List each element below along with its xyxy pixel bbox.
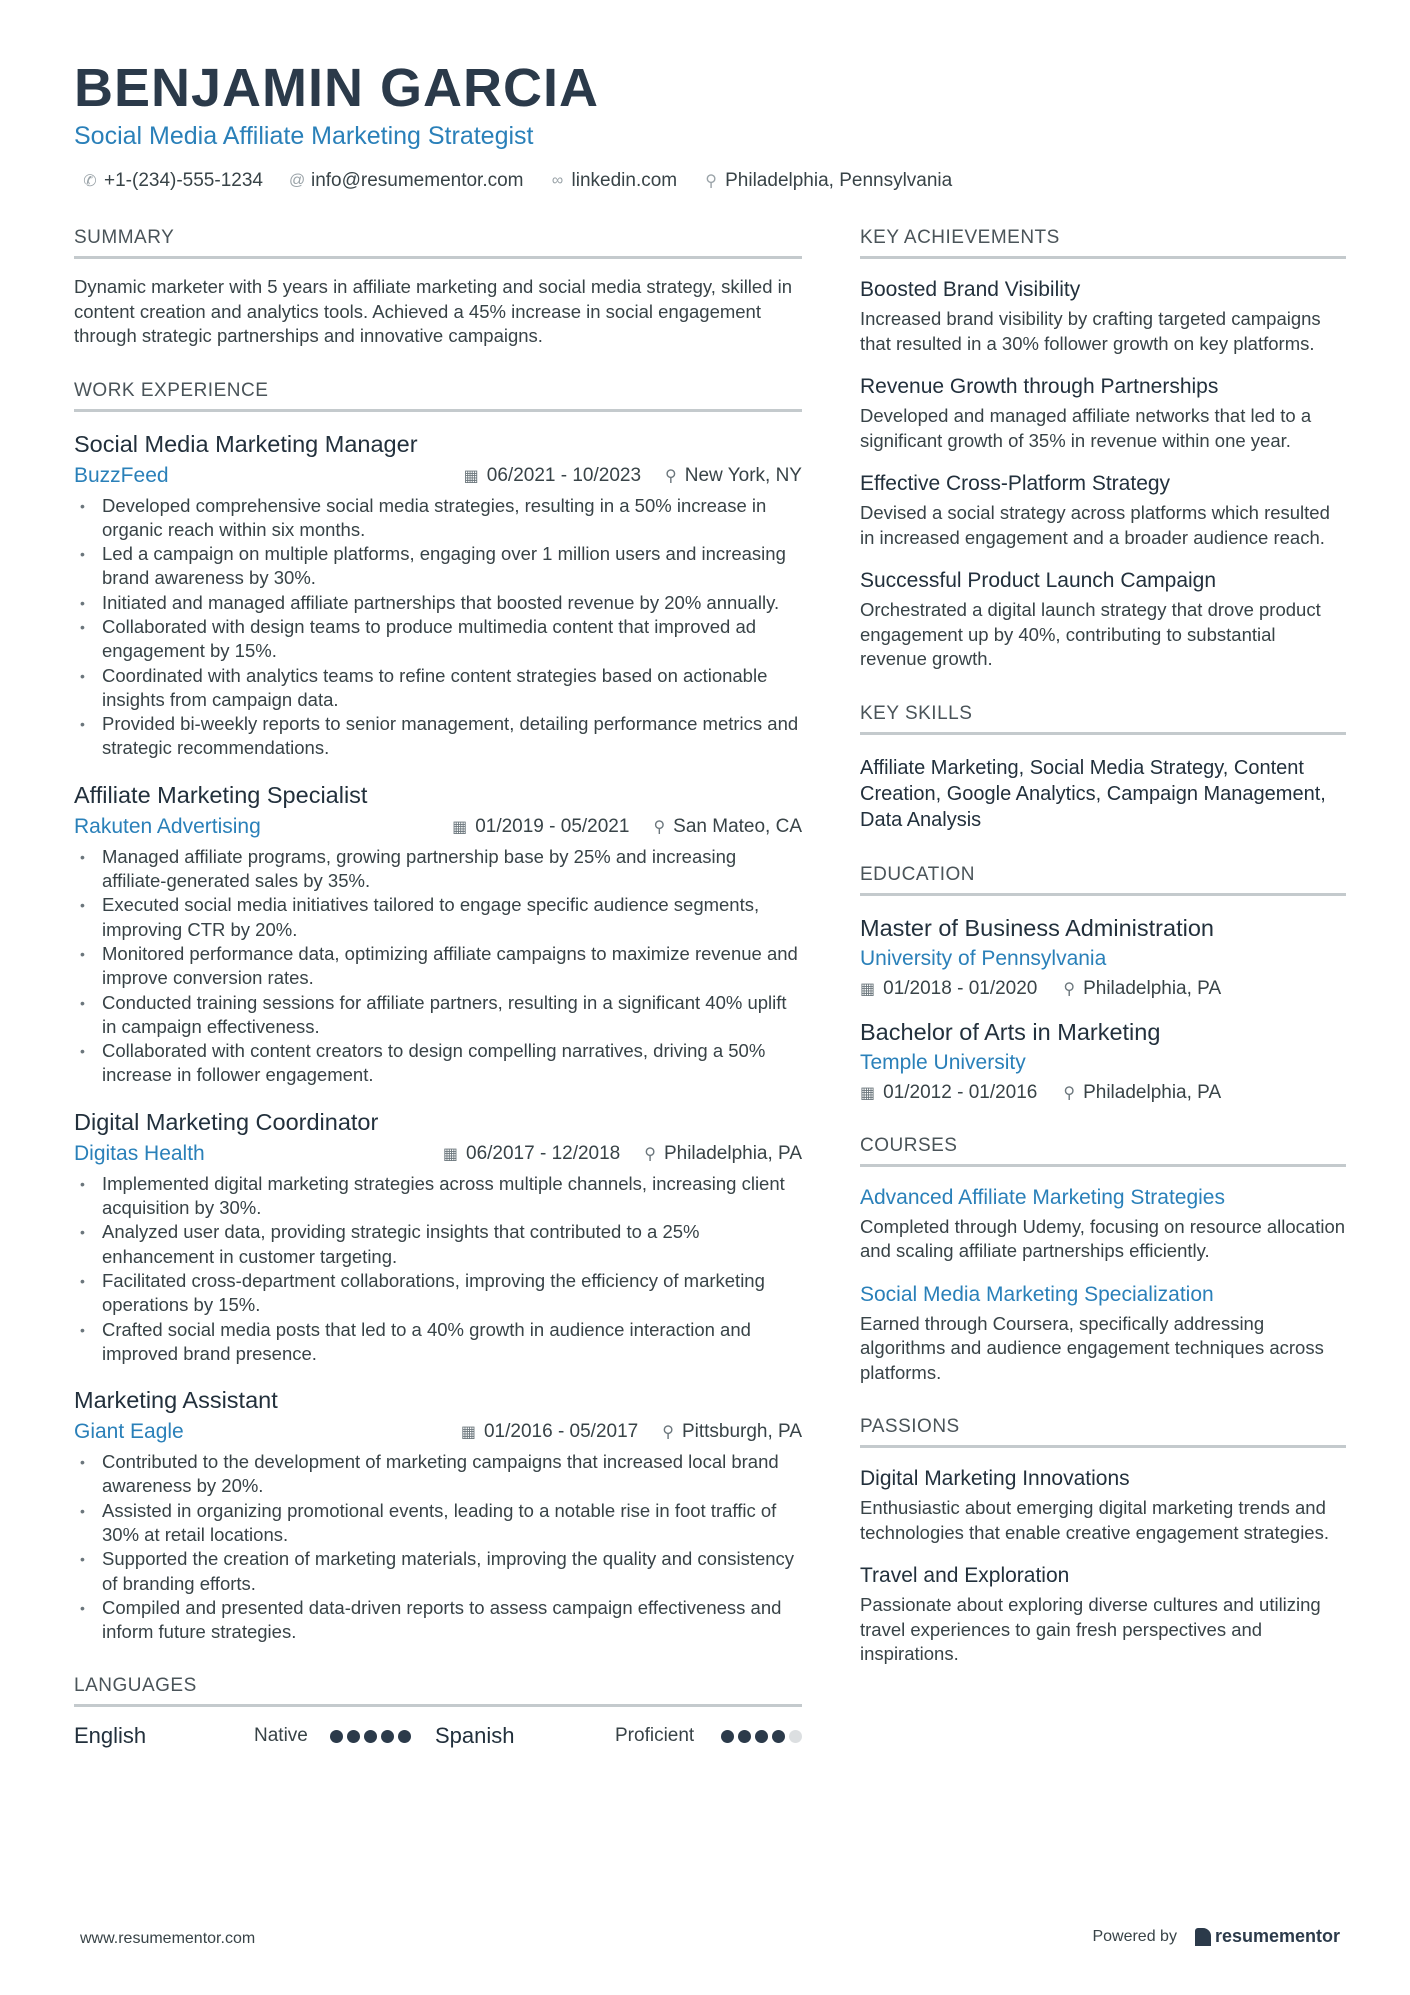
job-dates-text: 06/2021 - 10/2023	[486, 464, 642, 486]
achievement-title: Successful Product Launch Campaign	[860, 569, 1217, 592]
job-role: Affiliate Marketing Specialist	[74, 781, 368, 808]
location-pin-icon: ⚲	[705, 173, 717, 190]
job-dates-text: 06/2017 - 12/2018	[466, 1142, 621, 1164]
education-location	[1063, 1082, 1221, 1104]
job-meta	[74, 462, 802, 490]
education-dates	[860, 1082, 1037, 1104]
contact-bar	[74, 170, 1344, 192]
section-heading: EDUCATION	[860, 863, 1346, 896]
list-item: • Contributed to the development of marketing campaigns that increased local brand awareness by 20%.	[74, 1450, 802, 1499]
achievement-text: Orchestrated a digital launch strategy that drove product engagement up by 40%, contributing to substantial revenue growth.	[860, 599, 1321, 669]
job-role: Social Media Marketing Manager	[74, 430, 418, 457]
location-pin-icon: ⚲	[1063, 980, 1076, 998]
achievement-item	[860, 372, 1346, 453]
contact-email[interactable]	[289, 170, 524, 192]
job-location-text: Pittsburgh, PA	[681, 1421, 802, 1443]
location-text: Philadelphia, Pennsylvania	[725, 170, 953, 191]
list-item: • Collaborated with design teams to produce multimedia content that improved ad engagement by 15%.	[74, 615, 802, 664]
contact-phone[interactable]	[82, 170, 263, 192]
proficiency-dot-filled	[738, 1730, 751, 1743]
section-heading: SUMMARY	[74, 226, 802, 259]
proficiency-dot-filled	[755, 1730, 768, 1743]
achievement-item	[860, 469, 1346, 550]
right-column	[860, 226, 1346, 1697]
languages-section	[74, 1674, 802, 1749]
education-location-text: Philadelphia, PA	[1083, 1081, 1222, 1103]
education-item	[860, 1016, 1346, 1104]
job-meta	[74, 1140, 802, 1168]
education-dates	[860, 978, 1037, 1000]
experience-section	[74, 379, 802, 1645]
section-heading: COURSES	[860, 1134, 1346, 1167]
job-location	[644, 1143, 802, 1165]
course-text: Earned through Coursera, specifically addressing algorithms and audience engagement techniques across platforms.	[860, 1312, 1324, 1383]
education-meta	[860, 978, 1346, 1000]
calendar-icon: ▦	[452, 818, 468, 836]
education-location-text: Philadelphia, PA	[1083, 977, 1222, 999]
location-pin-icon: ⚲	[665, 467, 677, 485]
link-icon: ∞	[551, 172, 564, 189]
list-item: • Developed comprehensive social media strategies, resulting in a 50% increase in organic reach within six months.	[74, 494, 802, 543]
list-item: • Compiled and presented data-driven reports to assess campaign effectiveness and inform future strategies.	[74, 1596, 802, 1645]
list-item: • Initiated and managed affiliate partnerships that boosted revenue by 20% annually.	[74, 591, 802, 615]
job-bullets	[74, 1172, 802, 1366]
footer-branding	[1092, 1926, 1340, 1947]
list-item: • Crafted social media posts that led to a 40% growth in audience interaction and improved brand presence.	[74, 1318, 802, 1367]
skills-text: Affiliate Marketing, Social Media Strategy, Content Creation, Google Analytics, Campaign Management, Data Analysis	[860, 756, 1326, 831]
job-location	[662, 1421, 802, 1443]
section-heading: PASSIONS	[860, 1415, 1346, 1448]
job-company: BuzzFeed	[74, 463, 169, 487]
languages-row	[74, 1723, 802, 1749]
section-heading: WORK EXPERIENCE	[74, 379, 802, 412]
job-dates-text: 01/2016 - 05/2017	[483, 1421, 639, 1443]
proficiency-dot-filled	[364, 1730, 377, 1743]
job-company: Rakuten Advertising	[74, 814, 261, 838]
courses-section	[860, 1134, 1346, 1386]
achievement-text: Devised a social strategy across platforms which resulted in increased engagement and a broader audience reach.	[860, 502, 1330, 548]
job-location	[653, 816, 802, 838]
contact-location	[703, 170, 952, 192]
proficiency-dot-filled	[381, 1730, 394, 1743]
proficiency-dot-filled	[330, 1730, 343, 1743]
job-dates-text: 01/2019 - 05/2021	[475, 815, 630, 837]
linkedin-text: linkedin.com	[571, 170, 678, 191]
calendar-icon: ▦	[460, 1424, 476, 1442]
calendar-icon: ▦	[463, 467, 479, 485]
job-entry	[74, 1106, 802, 1366]
list-item: • Monitored performance data, optimizing affiliate campaigns to maximize revenue and improve conversion rates.	[74, 942, 802, 991]
job-meta-right	[461, 1421, 802, 1443]
proficiency-dot-filled	[347, 1730, 360, 1743]
course-item	[860, 1183, 1346, 1264]
course-text: Completed through Udemy, focusing on resource allocation and scaling affiliate partnerships efficiently.	[860, 1215, 1346, 1261]
section-heading: KEY SKILLS	[860, 702, 1346, 735]
education-dates-text: 01/2018 - 01/2020	[883, 977, 1038, 999]
left-column	[74, 226, 802, 1779]
proficiency-dots	[330, 1730, 411, 1743]
list-item: • Facilitated cross-department collaborations, improving the efficiency of marketing operations by 15%.	[74, 1269, 802, 1318]
education-degree: Bachelor of Arts in Marketing	[860, 1018, 1161, 1045]
achievement-text: Developed and managed affiliate networks that led to a significant growth of 35% in revenue within one year.	[860, 405, 1312, 451]
list-item: • Implemented digital marketing strategies across multiple channels, increasing client acquisition by 30%.	[74, 1172, 802, 1221]
contact-linkedin[interactable]	[550, 170, 678, 192]
achievement-text: Increased brand visibility by crafting targeted campaigns that resulted in a 30% follower growth on key platforms.	[860, 308, 1321, 354]
job-bullets	[74, 845, 802, 1088]
email-text: info@resumementor.com	[310, 170, 524, 191]
brand-logo-icon	[1195, 1928, 1211, 1946]
course-title: Social Media Marketing Specialization	[860, 1282, 1214, 1306]
skills-section	[860, 702, 1346, 833]
list-item: • Executed social media initiatives tailored to engage specific audience segments, improving CTR by 20%.	[74, 893, 802, 942]
achievement-title: Boosted Brand Visibility	[860, 278, 1081, 301]
at-sign-icon: @	[288, 172, 306, 189]
language-item	[435, 1723, 802, 1749]
achievement-title: Revenue Growth through Partnerships	[860, 375, 1219, 398]
job-location-text: New York, NY	[684, 464, 802, 486]
passion-title: Digital Marketing Innovations	[860, 1467, 1130, 1490]
candidate-name: BENJAMIN GARCIA	[74, 58, 600, 118]
proficiency-dot-empty	[789, 1730, 802, 1743]
education-item	[860, 912, 1346, 1000]
job-dates	[443, 1143, 620, 1165]
job-role: Digital Marketing Coordinator	[74, 1108, 379, 1135]
job-location	[665, 465, 802, 487]
location-pin-icon: ⚲	[662, 1424, 674, 1442]
passion-item	[860, 1464, 1346, 1545]
list-item: • Supported the creation of marketing materials, improving the quality and consistency of branding efforts.	[74, 1547, 802, 1596]
passions-section	[860, 1415, 1346, 1667]
location-pin-icon: ⚲	[653, 818, 666, 836]
calendar-icon: ▦	[860, 980, 876, 998]
section-heading: LANGUAGES	[74, 1674, 802, 1707]
job-dates	[461, 1421, 638, 1443]
location-pin-icon: ⚲	[1063, 1084, 1076, 1102]
phone-icon: ✆	[83, 173, 97, 190]
candidate-title: Social Media Affiliate Marketing Strategist	[74, 122, 534, 150]
footer-website[interactable]: www.resumementor.com	[80, 1930, 256, 1947]
job-dates	[452, 816, 629, 838]
passion-item	[860, 1561, 1346, 1667]
achievement-title: Effective Cross-Platform Strategy	[860, 472, 1171, 495]
job-entry	[74, 1384, 802, 1644]
resume-header	[74, 58, 1344, 192]
language-name: English	[74, 1723, 147, 1749]
proficiency-dot-filled	[772, 1730, 785, 1743]
job-meta-right	[464, 465, 802, 487]
brand-logo[interactable]	[1195, 1926, 1340, 1947]
achievement-item	[860, 275, 1346, 356]
proficiency-dot-filled	[721, 1730, 734, 1743]
job-entry	[74, 779, 802, 1088]
job-meta	[74, 1418, 802, 1446]
education-school: University of Pennsylvania	[860, 946, 1107, 970]
job-company: Giant Eagle	[74, 1420, 184, 1444]
language-name: Spanish	[435, 1723, 515, 1749]
powered-by-text: Powered by	[1092, 1927, 1177, 1945]
phone-text: +1-(234)-555-1234	[104, 170, 263, 191]
course-item	[860, 1280, 1346, 1386]
list-item: • Coordinated with analytics teams to refine content strategies based on actionable insights from campaign data.	[74, 664, 802, 713]
job-entry	[74, 428, 802, 761]
language-level: Proficient	[615, 1725, 695, 1747]
page-footer	[0, 1922, 1410, 1962]
job-bullets	[74, 494, 802, 761]
location-pin-icon: ⚲	[644, 1145, 656, 1163]
education-school: Temple University	[860, 1050, 1026, 1074]
list-item: • Provided bi-weekly reports to senior management, detailing performance metrics and strategic recommendations.	[74, 712, 802, 761]
list-item: • Led a campaign on multiple platforms, engaging over 1 million users and increasing brand awareness by 30%.	[74, 542, 802, 591]
education-degree: Master of Business Administration	[860, 914, 1214, 941]
calendar-icon: ▦	[442, 1145, 458, 1163]
education-section	[860, 863, 1346, 1104]
proficiency-dot-filled	[398, 1730, 411, 1743]
proficiency-dots	[721, 1730, 802, 1743]
education-meta	[860, 1082, 1346, 1104]
list-item: • Analyzed user data, providing strategic insights that contributed to a 25% enhancement in customer targeting.	[74, 1220, 802, 1269]
calendar-icon: ▦	[860, 1084, 876, 1102]
list-item: • Managed affiliate programs, growing partnership base by 25% and increasing affiliate-generated sales by 35%.	[74, 845, 802, 894]
list-item: • Conducted training sessions for affiliate partners, resulting in a significant 40% uplift in campaign effectiveness.	[74, 991, 802, 1040]
list-item: • Collaborated with content creators to design compelling narratives, driving a 50% increase in follower engagement.	[74, 1039, 802, 1088]
list-item: • Assisted in organizing promotional events, leading to a notable rise in foot traffic of 30% at retail locations.	[74, 1499, 802, 1548]
job-bullets	[74, 1450, 802, 1644]
passion-title: Travel and Exploration	[860, 1564, 1070, 1587]
section-heading: KEY ACHIEVEMENTS	[860, 226, 1346, 259]
language-level: Native	[254, 1725, 308, 1747]
brand-name: resumementor	[1214, 1926, 1340, 1946]
job-role: Marketing Assistant	[74, 1387, 278, 1414]
job-location-text: San Mateo, CA	[673, 815, 802, 837]
job-meta-right	[443, 1143, 802, 1165]
achievement-item	[860, 566, 1346, 672]
job-meta-right	[452, 816, 802, 838]
achievements-section	[860, 226, 1346, 672]
education-dates-text: 01/2012 - 01/2016	[883, 1081, 1038, 1103]
education-location	[1063, 978, 1221, 1000]
passion-text: Enthusiastic about emerging digital marketing trends and technologies that enable creative engagement strategies.	[860, 1497, 1329, 1543]
passion-text: Passionate about exploring diverse cultures and utilizing travel experiences to gain fresh perspectives and inspirations.	[860, 1594, 1321, 1664]
summary-text: Dynamic marketer with 5 years in affiliate marketing and social media strategy, skilled in content creation and analytics tools. Achieved a 45% increase in social engagement through strategic partnerships and innovative campaigns.	[74, 276, 793, 346]
job-company: Digitas Health	[74, 1141, 205, 1165]
job-location-text: Philadelphia, PA	[663, 1142, 802, 1164]
course-title: Advanced Affiliate Marketing Strategies	[860, 1185, 1225, 1209]
job-meta	[74, 813, 802, 841]
summary-section	[74, 226, 802, 349]
language-item	[74, 1723, 435, 1749]
job-dates	[464, 465, 641, 487]
